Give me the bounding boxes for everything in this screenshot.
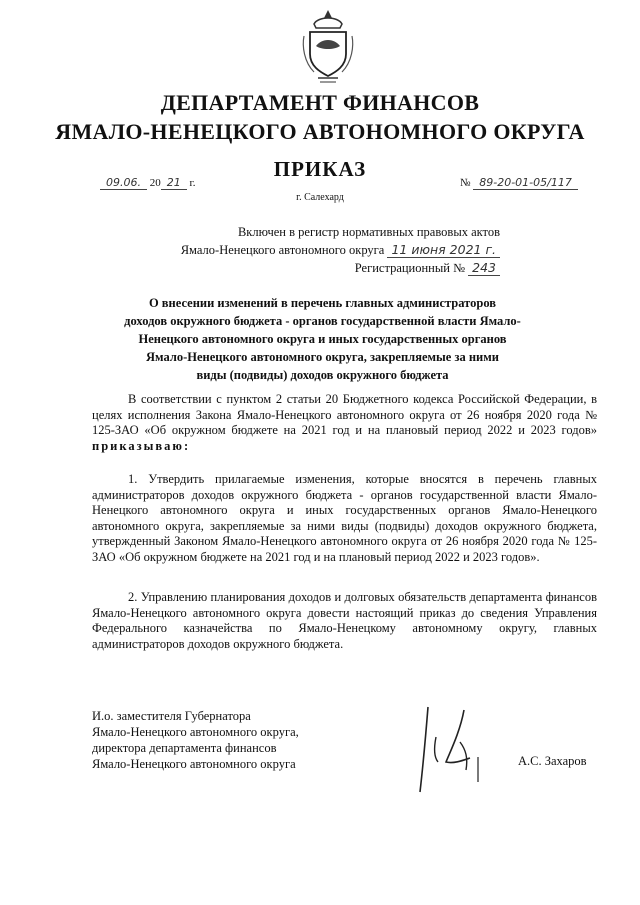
subject-line1: О внесении изменений в перечень главных администраторов <box>148 296 497 310</box>
order-subject <box>95 294 550 384</box>
order-number-hand: 89-20-01-05/117 <box>473 176 578 190</box>
preamble-text: В соответствии с пунктом 2 статьи 20 Бюджетного кодекса Российской Федерации, в целях исполнения Закона Ямало-Ненецкого автономного округа от 26 ноября 2020 года № 125-ЗАО «Об окружном бюджете на 2021 год и на плановый период 2022 и 2023 годов» <box>92 392 597 437</box>
registry-line3 <box>160 259 500 277</box>
registry-stamp <box>160 223 500 277</box>
registry-line1: Включен в регистр нормативных правовых актов <box>237 225 500 239</box>
order-title: ПРИКАЗ <box>273 157 367 181</box>
signatory-position <box>92 708 299 772</box>
order-date-year-hand: 21 <box>161 176 187 190</box>
preamble-order-word: приказываю: <box>92 438 191 453</box>
subject-line5: виды (подвиды) доходов окружного бюджета <box>196 368 449 382</box>
department-title-line1: ДЕПАРТАМЕНТ ФИНАНСОВ <box>160 90 480 115</box>
city: г. Салехард <box>296 192 344 203</box>
coat-of-arms-icon <box>300 6 356 86</box>
position-line1: И.о. заместителя Губернатора <box>92 709 251 723</box>
order-date-suffix: г. <box>189 177 196 189</box>
subject-line3: Ненецкого автономного округа и иных государственных органов <box>138 332 507 346</box>
order-number <box>460 176 578 190</box>
order-item-1: 1. Утвердить прилагаемые изменения, которые вносятся в перечень главных администраторов доходов окружного бюджета - органов государственной власти Ямало-Ненецкого автономного округа и иных государственных органов Ямало-Ненецкого автономного округа, закрепляемые за ними виды (подвиды) доходов окружного бюджета, утвержденный Законом Ямало-Ненецкого автономного округа от 26 ноября 2020 года № 125-ЗАО «Об окружном бюджете на 2021 год и на плановый период 2022 и 2023 годов». <box>92 472 597 564</box>
handwritten-signature <box>398 702 498 797</box>
registry-line3-text: Регистрационный № <box>354 261 466 275</box>
registry-date-hand: 11 июня 2021 г. <box>387 242 500 258</box>
order-date <box>100 176 196 190</box>
signatory-name: А.С. Захаров <box>518 754 587 768</box>
position-line4: Ямало-Ненецкого автономного округа <box>92 757 296 771</box>
position-line3: директора департамента финансов <box>92 741 277 755</box>
order-item-2: 2. Управлению планирования доходов и долговых обязательств департамента финансов Ямало-Ненецкого автономного округа довести настоящий приказ до сведения Управления Федерального казначейства по Ямало-Ненецкому автономному округу, главных администраторов доходов окружного бюджета. <box>92 590 597 651</box>
registry-number-hand: 243 <box>468 260 500 276</box>
order-number-prefix: № <box>460 177 471 189</box>
preamble-paragraph <box>92 392 597 454</box>
registry-line2 <box>160 241 500 259</box>
position-line2: Ямало-Ненецкого автономного округа, <box>92 725 299 739</box>
order-date-day-month: 09.06. <box>100 176 147 190</box>
order-date-year-prefix: 20 <box>149 177 161 189</box>
subject-line2: доходов окружного бюджета - органов государственной власти Ямало- <box>124 314 521 328</box>
department-title-line2: ЯМАЛО-НЕНЕЦКОГО АВТОНОМНОГО ОКРУГА <box>55 119 585 144</box>
registry-line2-text: Ямало-Ненецкого автономного округа <box>180 243 385 257</box>
subject-line4: Ямало-Ненецкого автономного округа, закрепляемые за ними <box>146 350 499 364</box>
